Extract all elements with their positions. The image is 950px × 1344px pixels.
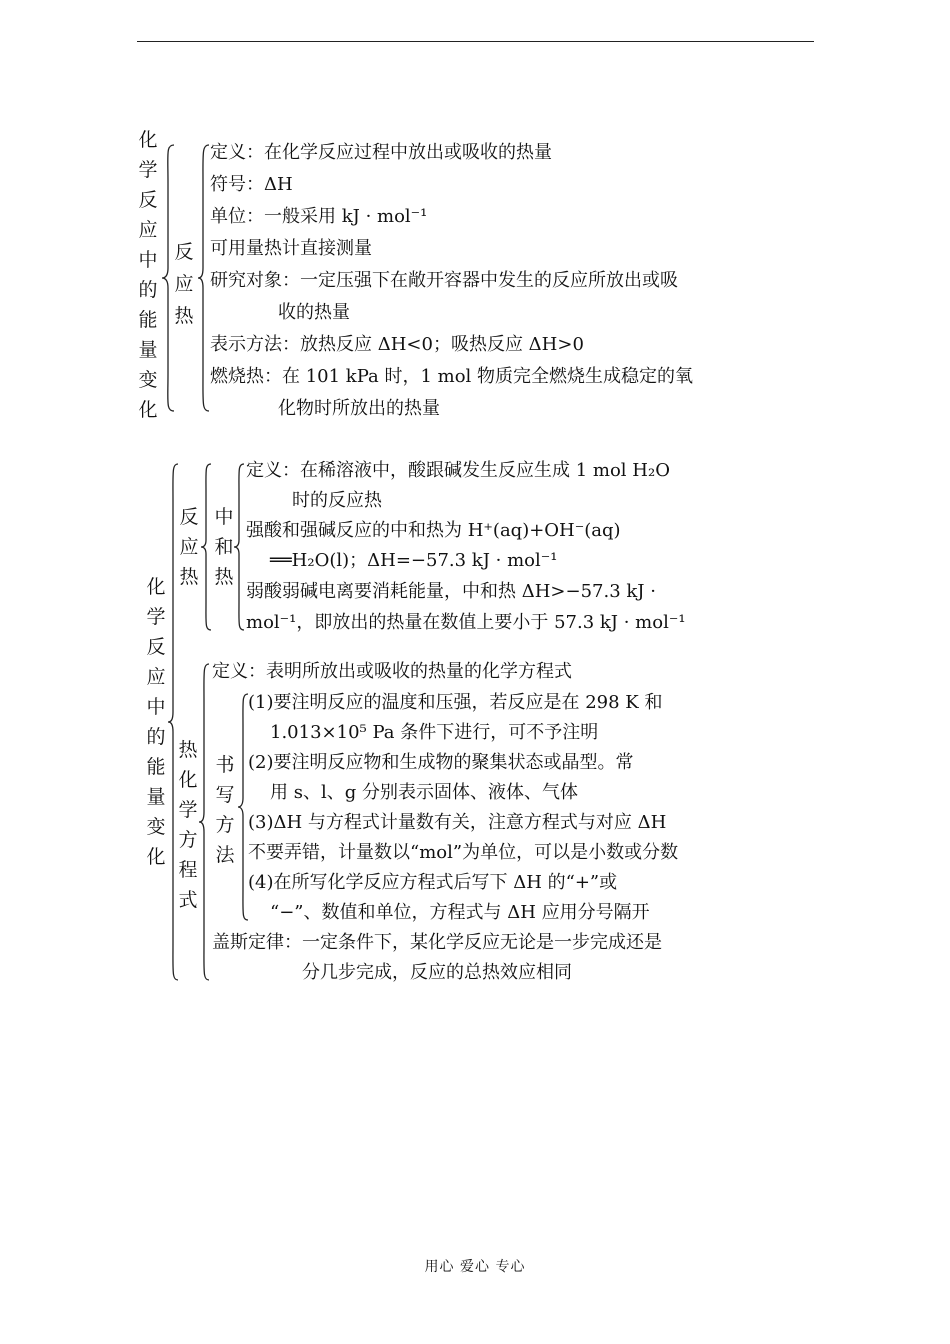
s1-line-object: 研究对象：一定压强下在敞开容器中发生的反应所放出或吸 bbox=[210, 270, 678, 291]
section2-brace-a bbox=[199, 462, 213, 632]
section2-brace-a2 bbox=[232, 462, 246, 632]
s2-method-3-cont: 不要弄错，计量数以“mol”为单位，可以是小数或分数 bbox=[248, 842, 679, 863]
s2-method-3: (3)ΔH 与方程式计量数有关，注意方程式与对应 ΔH bbox=[248, 812, 667, 833]
s2-neutral-weak-cont: mol⁻¹，即放出的热量在数值上要小于 57.3 kJ · mol⁻¹ bbox=[246, 612, 686, 633]
s1-line-unit: 单位：一般采用 kJ · mol⁻¹ bbox=[210, 206, 428, 227]
section2-sub-b-vertical: 热 化 学 方 程 式 bbox=[178, 739, 198, 911]
s1-line-combustion-cont: 化物时所放出的热量 bbox=[278, 398, 440, 419]
section2-sub-a2-vertical: 中 和 热 bbox=[214, 506, 234, 588]
s2-neutral-strong-cont: ══H₂O(l)；ΔH=−57.3 kJ · mol⁻¹ bbox=[270, 550, 558, 571]
s2-method-1-cont: 1.013×10⁵ Pa 条件下进行，可不予注明 bbox=[270, 722, 599, 743]
s1-line-symbol: 符号：ΔH bbox=[210, 174, 293, 195]
s2-hess-law-cont: 分几步完成，反应的总热效应相同 bbox=[302, 962, 572, 983]
s1-line-combustion: 燃烧热：在 101 kPa 时，1 mol 物质完全燃烧生成稳定的氧 bbox=[210, 366, 694, 387]
section2-topic-vertical: 化 学 反 应 中 的 能 量 变 化 bbox=[146, 576, 166, 868]
page-footer: 用心 爱心 专心 bbox=[424, 1259, 526, 1275]
section2-sub-b2-vertical: 书 写 方 法 bbox=[215, 754, 235, 866]
s2-neutral-definition-cont: 时的反应热 bbox=[292, 490, 382, 511]
s2-neutral-strong: 强酸和强碱反应的中和热为 H⁺(aq)+OH⁻(aq) bbox=[246, 520, 621, 541]
s2-method-1: (1)要注明反应的温度和压强，若反应是在 298 K 和 bbox=[248, 692, 663, 713]
s1-line-expression: 表示方法：放热反应 ΔH<0；吸热反应 ΔH>0 bbox=[210, 334, 584, 355]
s2-method-4-cont: “−”、数值和单位，方程式与 ΔH 应用分号隔开 bbox=[270, 902, 650, 923]
section1-topic-vertical: 化 学 反 应 中 的 能 量 变 化 bbox=[138, 129, 158, 421]
s2-method-2-cont: 用 s、l、g 分别表示固体、液体、气体 bbox=[270, 782, 578, 803]
section2-sub-a-vertical: 反 应 热 bbox=[179, 506, 199, 588]
s1-line-measure: 可用量热计直接测量 bbox=[210, 238, 372, 259]
s2-method-4: (4)在所写化学反应方程式后写下 ΔH 的“+”或 bbox=[248, 872, 618, 893]
s1-line-definition: 定义：在化学反应过程中放出或吸收的热量 bbox=[210, 142, 552, 163]
s1-line-object-cont: 收的热量 bbox=[278, 302, 350, 323]
s2-thermo-definition: 定义：表明所放出或吸收的热量的化学方程式 bbox=[212, 661, 572, 682]
section1-sub-vertical: 反 应 热 bbox=[174, 241, 194, 327]
s2-hess-law: 盖斯定律：一定条件下，某化学反应无论是一步完成还是 bbox=[212, 932, 662, 953]
s2-neutral-weak: 弱酸弱碱电离要消耗能量，中和热 ΔH>−57.3 kJ · bbox=[246, 581, 656, 602]
s2-method-2: (2)要注明反应物和生成物的聚集状态或晶型。常 bbox=[248, 752, 634, 773]
header-rule bbox=[137, 41, 814, 42]
s2-neutral-definition: 定义：在稀溶液中，酸跟碱发生反应生成 1 mol H₂O bbox=[246, 460, 670, 481]
